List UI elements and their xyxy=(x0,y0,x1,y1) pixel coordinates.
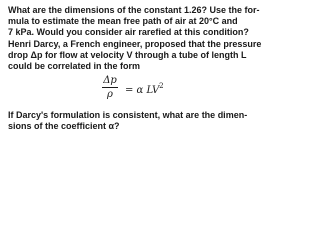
text-line: mula to estimate the mean free path of air at 20°C and xyxy=(8,16,238,27)
fraction-bar xyxy=(102,87,118,88)
text-line: could be correlated in the form xyxy=(8,61,141,72)
text-line: Henri Darcy, a French engineer, proposed that the pressure xyxy=(8,38,262,49)
equation-denominator: ρ xyxy=(107,89,113,101)
text-line: If Darcy's formulation is consistent, what are the dimen- xyxy=(8,110,248,121)
problem-paragraph-2 xyxy=(8,110,312,132)
equation-numerator: Δp xyxy=(103,75,117,87)
problem-paragraph-1 xyxy=(8,5,312,72)
equation-exponent: 2 xyxy=(159,82,164,91)
text-line: 7 kPa. Would you consider air rarefied at this condition? xyxy=(8,27,249,38)
darcy-equation xyxy=(8,75,312,105)
text-line: drop Δp for flow at velocity V through a tube of length L xyxy=(8,49,247,60)
text-line: sions of the coefficient α? xyxy=(8,121,120,132)
equation-fraction xyxy=(102,75,118,100)
equation-rhs-text: = α LV xyxy=(125,85,160,97)
equation-right-side xyxy=(125,82,164,96)
document-page xyxy=(8,5,312,133)
text-line: What are the dimensions of the constant 1.26? Use the for- xyxy=(8,5,260,15)
